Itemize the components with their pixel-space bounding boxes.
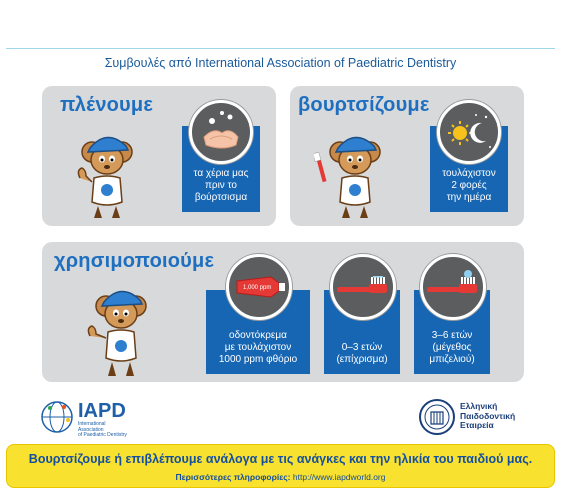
top-divider [6, 48, 555, 49]
caption-line: με τουλάχιστον [224, 342, 292, 353]
toothpaste-tube-icon [226, 254, 292, 320]
iapd-subtitle-line: International Association [78, 421, 106, 433]
caption-line: πριν το [205, 180, 237, 191]
mouse-mascot-icon [70, 122, 142, 222]
caption-line: μπιζελιού) [429, 354, 475, 365]
caption-line: 3–6 ετών [431, 330, 473, 341]
mouse-mascot-icon [82, 276, 154, 380]
caption-line: τα χέρια μας [193, 168, 249, 179]
caption-line: την ημέρα [446, 192, 492, 203]
banner-url-link[interactable]: http://www.iapdworld.org [292, 472, 386, 482]
iapd-subtitle [78, 422, 128, 439]
hellenic-society-name [460, 402, 515, 431]
caption-line: βούρτσισμα [194, 192, 248, 203]
panel-wash-hands [42, 86, 276, 226]
mouse-mascot-icon [314, 122, 386, 222]
page-subtitle: Συμβουλές από International Association of Paediatric Dentistry [104, 56, 457, 70]
panel-title-wash: πλένουμε [60, 94, 154, 116]
globe-icon [40, 400, 74, 434]
hellenic-line: Εταιρεία [460, 420, 494, 430]
sun-moon-icon [437, 100, 501, 164]
hellenic-line: Ελληνική [460, 401, 498, 411]
toothpaste-tube-label: 1,000 ppm [243, 285, 272, 291]
panel-use-toothpaste [42, 242, 524, 382]
iapd-name: IAPD [78, 400, 126, 422]
seal-icon [418, 398, 456, 436]
panel-title-use: χρησιμοποιούμε [54, 250, 215, 272]
caption-line: 1000 ppm φθόριο [218, 354, 298, 365]
toothbrush-pea-icon [420, 254, 486, 320]
toothbrush-smear-icon [330, 254, 396, 320]
panel-brush-teeth [290, 86, 524, 226]
hand-washing-icon [189, 100, 253, 164]
iapd-subtitle-line: of Paediatric Dentistry [78, 432, 127, 438]
banner-main-text: Βουρτσίζουμε ή επιβλέπουμε ανάλογα με τις ανάγκες και την ηλικία του παιδιού μας. [28, 452, 533, 466]
hellenic-society-logo [418, 398, 538, 438]
caption-line: τουλάχιστον [442, 168, 496, 179]
banner-more-info [7, 472, 554, 482]
caption-line: 2 φορές [451, 180, 487, 191]
panel-title-brush: βουρτσίζουμε [298, 94, 430, 116]
caption-line: 0–3 ετών [341, 342, 383, 353]
hellenic-line: Παιδοδοντική [460, 410, 516, 421]
caption-line: (επίχρισμα) [336, 354, 388, 365]
info-banner [6, 444, 555, 488]
caption-line: (μέγεθος [432, 342, 472, 353]
banner-more-info-label: Περισσότερες πληροφορίες: [175, 472, 291, 482]
iapd-logo [40, 398, 160, 436]
caption-line: οδοντόκρεμα [229, 330, 287, 341]
